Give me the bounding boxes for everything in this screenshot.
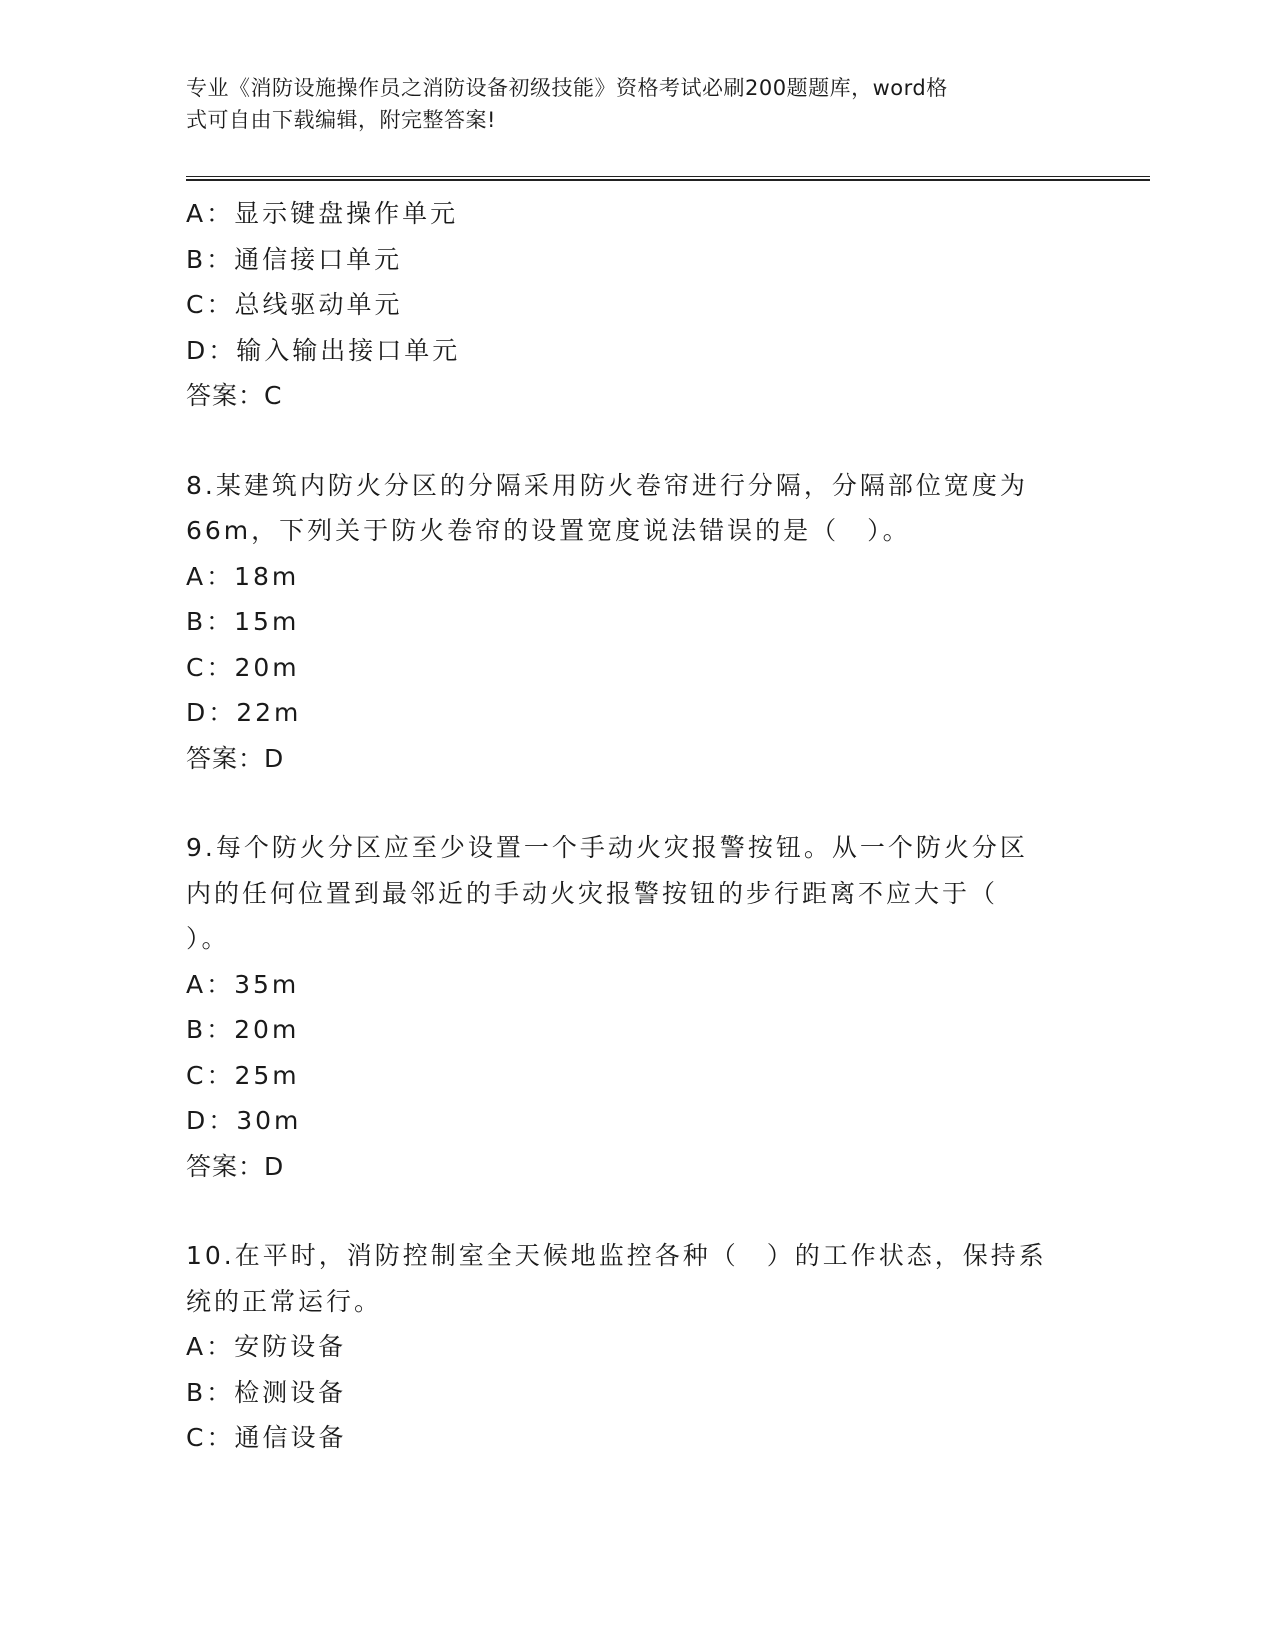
option-b: B：20m	[186, 1015, 300, 1044]
option-b: B：检测设备	[186, 1377, 347, 1407]
option-a: A：显示键盘操作单元	[186, 199, 459, 228]
answer: 答案：C	[186, 381, 283, 410]
option-c: C：总线驱动单元	[186, 290, 403, 319]
option-d: D：22m	[186, 698, 302, 727]
header-line-2: 式可自由下载编辑，附完整答案!	[186, 108, 496, 132]
header-line-1: 专业《消防设施操作员之消防设备初级技能》资格考试必刷200题题库，word格	[186, 76, 948, 100]
answer: 答案：D	[186, 1151, 285, 1181]
option-c: C：25m	[186, 1060, 300, 1090]
option-a: A：35m	[186, 969, 300, 999]
answer: 答案：D	[186, 743, 285, 773]
option-a: A：安防设备	[186, 1332, 347, 1361]
document-header	[186, 72, 1066, 136]
header-divider	[186, 176, 1150, 181]
question-list	[186, 191, 1146, 1461]
option-c: C：通信设备	[186, 1423, 347, 1452]
question-9	[186, 825, 1146, 1189]
document-page	[186, 72, 1146, 1461]
spacer	[186, 1189, 1146, 1233]
option-b: B：通信接口单元	[186, 244, 403, 274]
option-b: B：15m	[186, 607, 300, 636]
option-c: C：20m	[186, 652, 300, 682]
spacer	[186, 419, 1146, 463]
question-text-line-1: 10.在平时，消防控制室全天候地监控各种（ ）的工作状态，保持系	[186, 1241, 1047, 1270]
option-d: D：输入输出接口单元	[186, 335, 461, 365]
question-text-line-1: 9.每个防火分区应至少设置一个手动火灾报警按钮。从一个防火分区	[186, 833, 1028, 862]
spacer	[186, 781, 1146, 825]
question-text-line-1: 8.某建筑内防火分区的分隔采用防火卷帘进行分隔，分隔部位宽度为	[186, 470, 1028, 500]
option-a: A：18m	[186, 561, 300, 591]
question-text-line-2: 66m，下列关于防火卷帘的设置宽度说法错误的是（ ）。	[186, 516, 911, 545]
question-text-line-2: 统的正常运行。	[186, 1286, 383, 1316]
question-7	[186, 191, 1146, 419]
question-text-line-2: 内的任何位置到最邻近的手动火灾报警按钮的步行距离不应大于（	[186, 878, 999, 908]
question-text-line-3: ）。	[186, 924, 230, 953]
option-d: D：30m	[186, 1106, 302, 1135]
question-10	[186, 1233, 1146, 1461]
question-8	[186, 463, 1146, 782]
